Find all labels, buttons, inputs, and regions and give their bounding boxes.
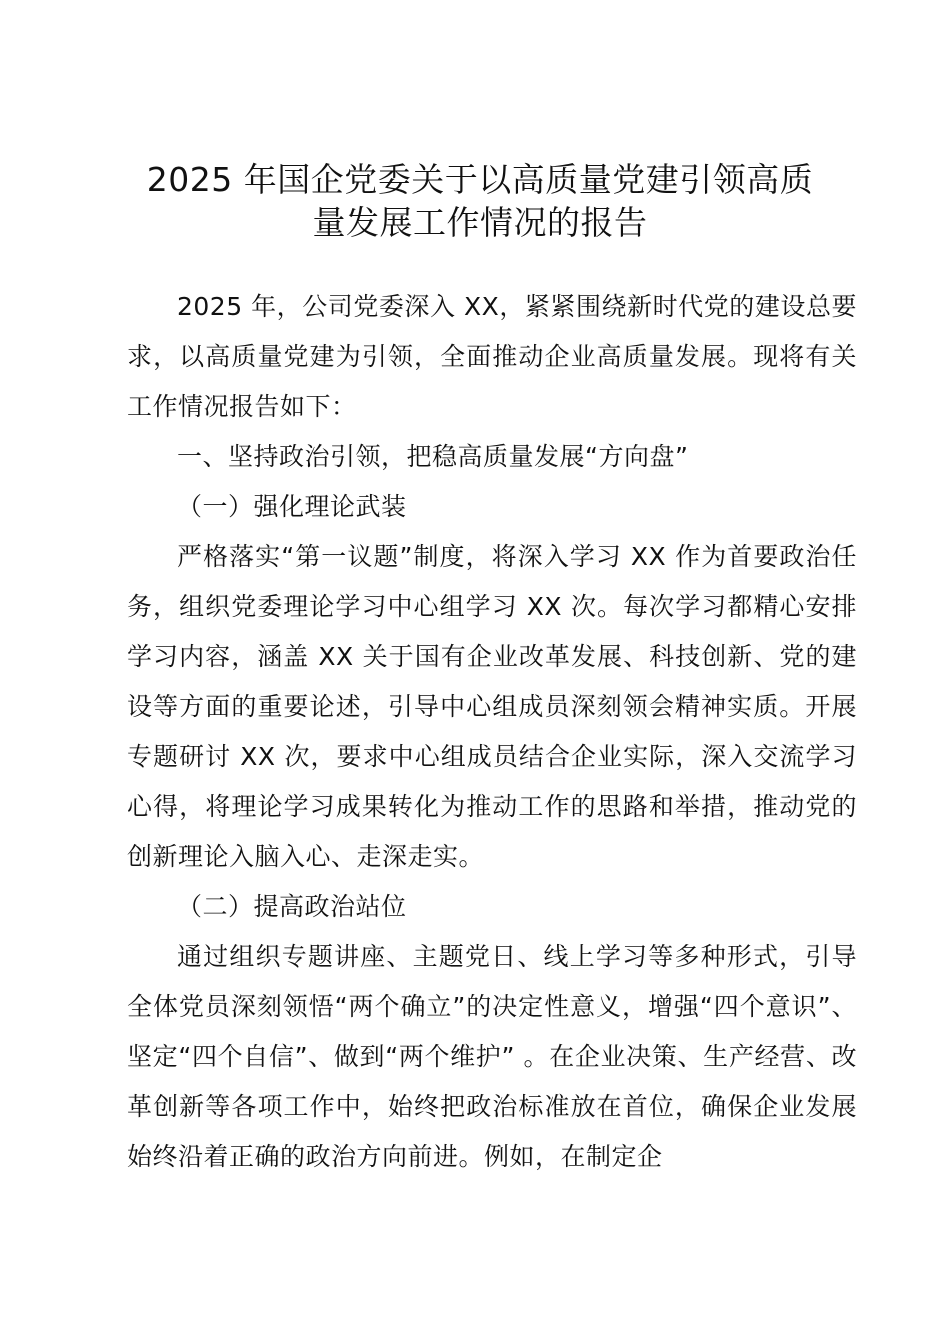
document-title — [110, 158, 850, 244]
subsection-heading-2: （二）提高政治站位 — [177, 892, 407, 921]
subsection-2-paragraph: 通过组织专题讲座、主题党日、线上学习等多种形式，引导全体党员深刻领悟“两个确立”的决定性意义，增强“四个意识”、坚定“四个自信”、做到“两个维护” 。在企业决策、生产经营、改革创新等各项工作中，始终把政治标准放在首位，确保企业发展始终沿着正确的政治方向前进。例如，在制定企 — [127, 942, 857, 1171]
title-line-1: 2025 年国企党委关于以高质量党建引领高质 — [146, 160, 814, 199]
intro-paragraph: 2025 年，公司党委深入 XX，紧紧围绕新时代党的建设总要求，以高质量党建为引领，全面推动企业高质量发展。现将有关工作情况报告如下： — [127, 292, 857, 421]
subsection-1-paragraph: 严格落实“第一议题”制度，将深入学习 XX 作为首要政治任务，组织党委理论学习中心组学习 XX 次。每次学习都精心安排学习内容，涵盖 XX 关于国有企业改革发展、科技创新、党的建设等方面的重要论述，引导中心组成员深刻领会精神实质。开展专题研讨 XX 次，要求中心组成员结合企业实际，深入交流学习心得，将理论学习成果转化为推动工作的思路和举措，推动党的创新理论入脑入心、走深走实。 — [127, 542, 857, 871]
subsection-heading-1: （一）强化理论武装 — [177, 492, 407, 521]
title-line-2: 量发展工作情况的报告 — [312, 203, 648, 242]
document-body — [127, 282, 857, 1182]
section-heading-1: 一、坚持政治引领，把稳高质量发展“方向盘” — [177, 442, 689, 471]
